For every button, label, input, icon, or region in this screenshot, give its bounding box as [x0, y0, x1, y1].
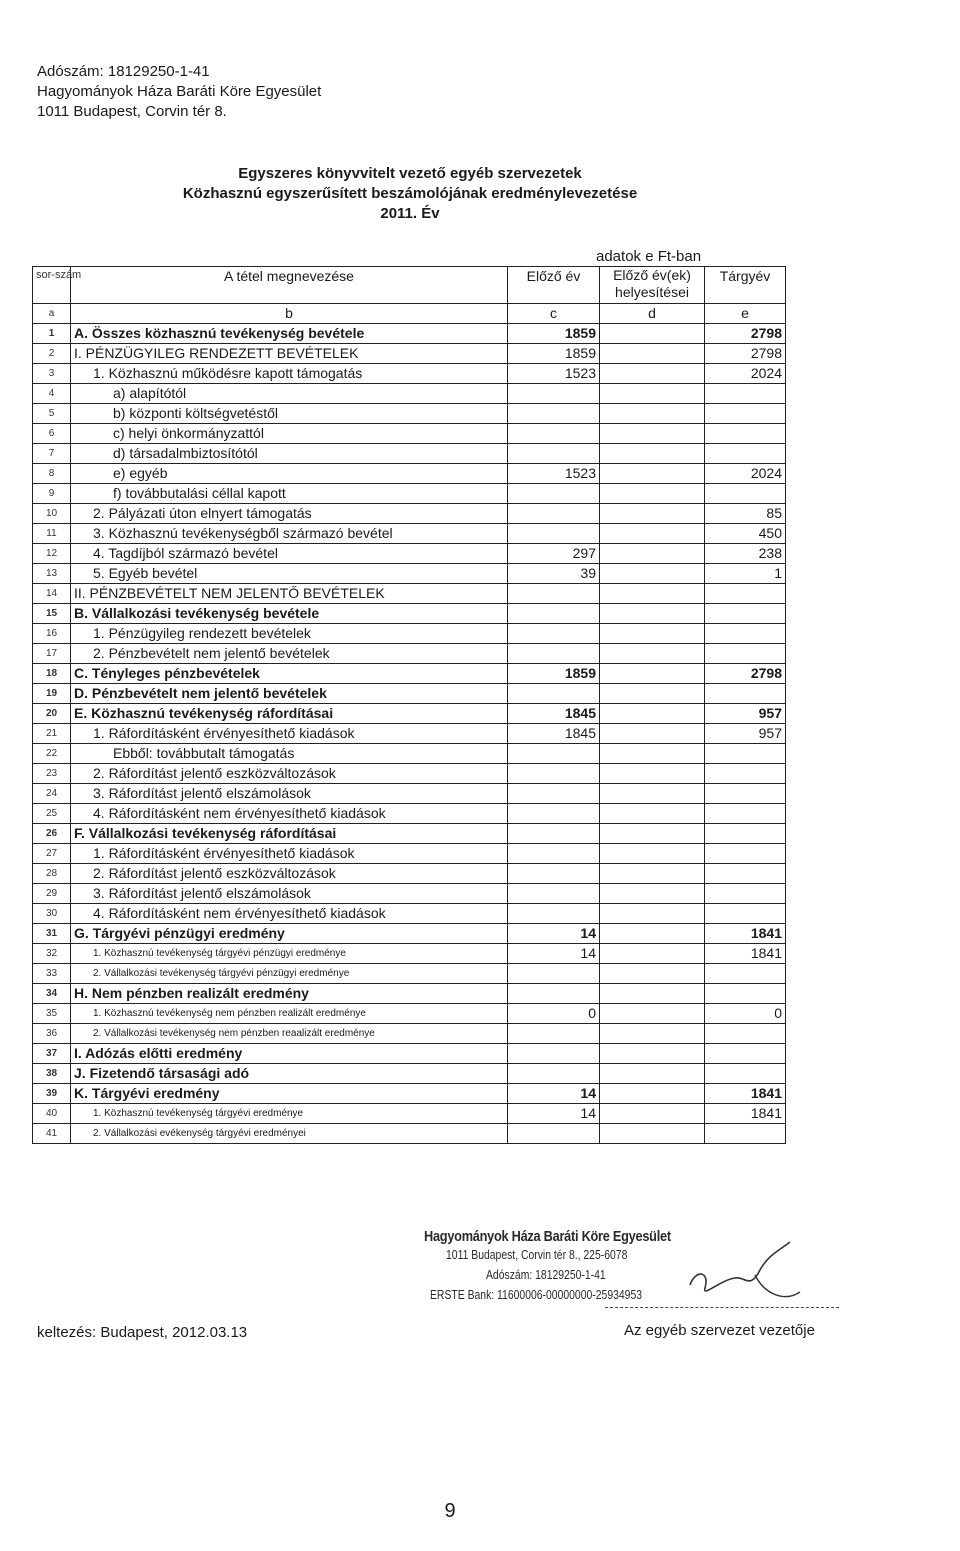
row-corrections: [600, 904, 705, 924]
row-corrections: [600, 964, 705, 984]
row-previous-year: [508, 804, 600, 824]
row-previous-year: 1523: [508, 364, 600, 384]
row-previous-year: 297: [508, 544, 600, 564]
row-current-year: [705, 884, 786, 904]
row-corrections: [600, 424, 705, 444]
row-corrections: [600, 704, 705, 724]
row-previous-year: [508, 1064, 600, 1084]
table-row: [33, 504, 786, 524]
row-current-year: [705, 904, 786, 924]
row-corrections: [600, 744, 705, 764]
row-current-year: 1841: [705, 1104, 786, 1124]
row-number: 38: [33, 1064, 71, 1084]
table-row: [33, 704, 786, 724]
row-current-year: [705, 764, 786, 784]
row-corrections: [600, 864, 705, 884]
signature-line: [605, 1307, 839, 1308]
title-year: 2011. Év: [380, 205, 440, 222]
row-current-year: [705, 1044, 786, 1064]
row-number: 41: [33, 1124, 71, 1144]
row-previous-year: 1859: [508, 664, 600, 684]
row-number: 17: [33, 644, 71, 664]
column-letter-row: [33, 304, 786, 324]
row-corrections: [600, 524, 705, 544]
table-row: [33, 1064, 786, 1084]
row-current-year: 1841: [705, 944, 786, 964]
row-current-year: [705, 844, 786, 864]
row-previous-year: [508, 864, 600, 884]
row-current-year: [705, 644, 786, 664]
row-number: 28: [33, 864, 71, 884]
handwritten-signature: [650, 1240, 810, 1310]
row-current-year: [705, 864, 786, 884]
row-item-name: I. Adózás előtti eredmény: [71, 1044, 508, 1064]
row-previous-year: [508, 964, 600, 984]
row-corrections: [600, 944, 705, 964]
row-item-name: H. Nem pénzben realizált eredmény: [71, 984, 508, 1004]
row-current-year: 957: [705, 704, 786, 724]
stamp-address: 1011 Budapest, Corvin tér 8., 225-6078: [446, 1247, 628, 1262]
row-previous-year: [508, 644, 600, 664]
row-corrections: [600, 544, 705, 564]
row-corrections: [600, 324, 705, 344]
row-previous-year: [508, 1044, 600, 1064]
row-previous-year: 1845: [508, 724, 600, 744]
row-number: 5: [33, 404, 71, 424]
header-current-year: Tárgyév: [705, 267, 786, 304]
row-item-name: b) központi költségvetéstől: [71, 404, 508, 424]
row-current-year: 1841: [705, 1084, 786, 1104]
row-previous-year: [508, 764, 600, 784]
row-corrections: [600, 1064, 705, 1084]
row-number: 19: [33, 684, 71, 704]
row-previous-year: [508, 1124, 600, 1144]
row-number: 21: [33, 724, 71, 744]
organization-info: [37, 62, 321, 122]
row-item-name: f) továbbutalási céllal kapott: [71, 484, 508, 504]
row-corrections: [600, 824, 705, 844]
table-row: [33, 364, 786, 384]
row-corrections: [600, 584, 705, 604]
income-statement-table: [32, 266, 786, 1144]
row-number: 1: [33, 324, 71, 344]
row-current-year: [705, 604, 786, 624]
row-item-name: 4. Tagdíjból származó bevétel: [71, 544, 508, 564]
table-row: [33, 344, 786, 364]
table-row: [33, 1024, 786, 1044]
row-previous-year: 14: [508, 924, 600, 944]
row-number: 24: [33, 784, 71, 804]
row-current-year: 1841: [705, 924, 786, 944]
table-row: [33, 944, 786, 964]
table-row: [33, 464, 786, 484]
row-item-name: e) egyéb: [71, 464, 508, 484]
row-previous-year: [508, 824, 600, 844]
row-item-name: 1. Közhasznú tevékenység tárgyévi pénzügyi eredménye: [71, 944, 508, 964]
units-note: adatok e Ft-ban: [596, 248, 702, 265]
row-item-name: 2. Pénzbevételt nem jelentő bevételek: [71, 644, 508, 664]
row-number: 33: [33, 964, 71, 984]
row-current-year: [705, 1124, 786, 1144]
row-corrections: [600, 924, 705, 944]
table-row: [33, 1084, 786, 1104]
row-previous-year: 39: [508, 564, 600, 584]
row-corrections: [600, 564, 705, 584]
row-item-name: Ebből: továbbutalt támogatás: [71, 744, 508, 764]
row-previous-year: [508, 884, 600, 904]
row-current-year: 2798: [705, 344, 786, 364]
row-number: 25: [33, 804, 71, 824]
row-current-year: 450: [705, 524, 786, 544]
row-number: 11: [33, 524, 71, 544]
document-title: [0, 164, 820, 224]
row-current-year: 2798: [705, 664, 786, 684]
row-corrections: [600, 624, 705, 644]
row-item-name: 4. Ráfordításként nem érvényesíthető kiadások: [71, 804, 508, 824]
row-number: 8: [33, 464, 71, 484]
table-row: [33, 644, 786, 664]
row-current-year: [705, 444, 786, 464]
table-row: [33, 384, 786, 404]
table-row: [33, 904, 786, 924]
table-row: [33, 784, 786, 804]
row-number: 3: [33, 364, 71, 384]
row-item-name: 4. Ráfordításként nem érvényesíthető kiadások: [71, 904, 508, 924]
row-current-year: 2798: [705, 324, 786, 344]
row-number: 6: [33, 424, 71, 444]
row-item-name: 1. Ráfordításként érvényesíthető kiadások: [71, 844, 508, 864]
row-previous-year: [508, 504, 600, 524]
table-row: [33, 424, 786, 444]
table-row: [33, 1004, 786, 1024]
row-item-name: 2. Ráfordítást jelentő eszközváltozások: [71, 764, 508, 784]
row-item-name: E. Közhasznú tevékenység ráfordításai: [71, 704, 508, 724]
row-corrections: [600, 504, 705, 524]
row-previous-year: [508, 384, 600, 404]
table-row: [33, 604, 786, 624]
table-row: [33, 404, 786, 424]
row-item-name: F. Vállalkozási tevékenység ráfordításai: [71, 824, 508, 844]
row-number: 32: [33, 944, 71, 964]
row-item-name: 1. Közhasznú tevékenység nem pénzben realizált eredménye: [71, 1004, 508, 1024]
row-item-name: 2. Ráfordítást jelentő eszközváltozások: [71, 864, 508, 884]
table-row: [33, 444, 786, 464]
row-number: 27: [33, 844, 71, 864]
row-corrections: [600, 684, 705, 704]
row-number: 40: [33, 1104, 71, 1124]
table-row: [33, 524, 786, 544]
stamp-name: Hagyományok Háza Baráti Köre Egyesület: [424, 1228, 671, 1245]
row-current-year: [705, 824, 786, 844]
row-item-name: 3. Ráfordítást jelentő elszámolások: [71, 784, 508, 804]
row-number: 13: [33, 564, 71, 584]
letter-e: e: [705, 304, 786, 324]
row-corrections: [600, 784, 705, 804]
date-line: keltezés: Budapest, 2012.03.13: [37, 1324, 248, 1341]
row-previous-year: 0: [508, 1004, 600, 1024]
row-number: 14: [33, 584, 71, 604]
row-current-year: [705, 424, 786, 444]
table-row: [33, 544, 786, 564]
row-item-name: II. PÉNZBEVÉTELT NEM JELENTŐ BEVÉTELEK: [71, 584, 508, 604]
row-current-year: 2024: [705, 364, 786, 384]
row-item-name: A. Összes közhasznú tevékenység bevétele: [71, 324, 508, 344]
row-corrections: [600, 444, 705, 464]
row-previous-year: 14: [508, 1104, 600, 1124]
row-item-name: 2. Vállalkozási evékenység tárgyévi eredményei: [71, 1124, 508, 1144]
row-current-year: [705, 1024, 786, 1044]
row-previous-year: [508, 904, 600, 924]
header-item-name: A tétel megnevezése: [71, 267, 508, 304]
row-previous-year: [508, 404, 600, 424]
row-corrections: [600, 884, 705, 904]
row-corrections: [600, 644, 705, 664]
stamp-bank: ERSTE Bank: 11600006-00000000-25934953: [430, 1287, 643, 1302]
table-row: [33, 804, 786, 824]
row-corrections: [600, 364, 705, 384]
row-number: 15: [33, 604, 71, 624]
table-row: [33, 664, 786, 684]
row-number: 16: [33, 624, 71, 644]
row-number: 7: [33, 444, 71, 464]
row-number: 26: [33, 824, 71, 844]
row-previous-year: [508, 444, 600, 464]
row-corrections: [600, 484, 705, 504]
row-number: 22: [33, 744, 71, 764]
row-current-year: [705, 964, 786, 984]
row-item-name: 1. Ráfordításként érvényesíthető kiadások: [71, 724, 508, 744]
row-item-name: d) társadalmbiztosítótól: [71, 444, 508, 464]
row-previous-year: [508, 684, 600, 704]
row-corrections: [600, 804, 705, 824]
row-item-name: I. PÉNZÜGYILEG RENDEZETT BEVÉTELEK: [71, 344, 508, 364]
table-header-row: [33, 267, 786, 304]
letter-d: d: [600, 304, 705, 324]
row-corrections: [600, 724, 705, 744]
row-corrections: [600, 1044, 705, 1064]
header-row-number: sor-szám: [33, 267, 71, 304]
letter-b: b: [71, 304, 508, 324]
table-row: [33, 844, 786, 864]
row-item-name: 5. Egyéb bevétel: [71, 564, 508, 584]
table-row: [33, 584, 786, 604]
letter-c: c: [508, 304, 600, 324]
row-corrections: [600, 1084, 705, 1104]
row-previous-year: [508, 744, 600, 764]
row-corrections: [600, 844, 705, 864]
row-previous-year: [508, 484, 600, 504]
row-item-name: B. Vállalkozási tevékenység bevétele: [71, 604, 508, 624]
row-current-year: 2024: [705, 464, 786, 484]
table-row: [33, 684, 786, 704]
row-corrections: [600, 344, 705, 364]
row-number: 2: [33, 344, 71, 364]
row-current-year: [705, 744, 786, 764]
row-current-year: [705, 684, 786, 704]
row-item-name: K. Tárgyévi eredmény: [71, 1084, 508, 1104]
page-number: 9: [444, 1500, 456, 1522]
table-row: [33, 764, 786, 784]
table-row: [33, 984, 786, 1004]
table-row: [33, 824, 786, 844]
row-current-year: [705, 984, 786, 1004]
row-current-year: 957: [705, 724, 786, 744]
row-corrections: [600, 664, 705, 684]
row-number: 35: [33, 1004, 71, 1024]
row-current-year: [705, 484, 786, 504]
table-row: [33, 324, 786, 344]
row-previous-year: [508, 604, 600, 624]
row-corrections: [600, 464, 705, 484]
row-number: 34: [33, 984, 71, 1004]
row-number: 4: [33, 384, 71, 404]
row-previous-year: [508, 784, 600, 804]
row-item-name: 3. Ráfordítást jelentő elszámolások: [71, 884, 508, 904]
title-line-2: Közhasznú egyszerűsített beszámolójának eredménylevezetése: [182, 185, 638, 202]
table-row: [33, 564, 786, 584]
table-row: [33, 744, 786, 764]
row-current-year: [705, 624, 786, 644]
row-item-name: 1. Közhasznú tevékenység tárgyévi eredménye: [71, 1104, 508, 1124]
signer-title: Az egyéb szervezet vezetője: [624, 1322, 815, 1339]
row-previous-year: [508, 624, 600, 644]
row-current-year: 238: [705, 544, 786, 564]
row-item-name: C. Tényleges pénzbevételek: [71, 664, 508, 684]
row-corrections: [600, 1024, 705, 1044]
table-row: [33, 1044, 786, 1064]
row-previous-year: 1859: [508, 344, 600, 364]
row-number: 37: [33, 1044, 71, 1064]
row-number: 39: [33, 1084, 71, 1104]
stamp-tax-id: Adószám: 18129250-1-41: [486, 1267, 606, 1282]
header-previous-year: Előző év: [508, 267, 600, 304]
row-corrections: [600, 604, 705, 624]
row-number: 29: [33, 884, 71, 904]
row-previous-year: [508, 524, 600, 544]
row-previous-year: 14: [508, 1084, 600, 1104]
title-line-1: Egyszeres könyvvitelt vezető egyéb szervezetek: [238, 165, 582, 182]
row-item-name: D. Pénzbevételt nem jelentő bevételek: [71, 684, 508, 704]
table-row: [33, 624, 786, 644]
table-row: [33, 884, 786, 904]
row-item-name: c) helyi önkormányzattól: [71, 424, 508, 444]
row-previous-year: [508, 1024, 600, 1044]
header-corrections: Előző év(ek) helyesítései: [600, 267, 705, 304]
row-number: 10: [33, 504, 71, 524]
organization-address: 1011 Budapest, Corvin tér 8.: [37, 103, 227, 120]
row-current-year: [705, 384, 786, 404]
table-row: [33, 964, 786, 984]
row-corrections: [600, 1104, 705, 1124]
row-corrections: [600, 384, 705, 404]
row-number: 31: [33, 924, 71, 944]
row-number: 36: [33, 1024, 71, 1044]
letter-a: a: [33, 304, 71, 324]
row-corrections: [600, 764, 705, 784]
row-current-year: [705, 804, 786, 824]
row-item-name: 2. Vállalkozási tevékenység nem pénzben reaalizált eredménye: [71, 1024, 508, 1044]
row-corrections: [600, 1124, 705, 1144]
row-current-year: [705, 784, 786, 804]
row-previous-year: 1859: [508, 324, 600, 344]
organization-name: Hagyományok Háza Baráti Köre Egyesület: [37, 83, 322, 100]
row-item-name: J. Fizetendő társasági adó: [71, 1064, 508, 1084]
row-previous-year: [508, 584, 600, 604]
row-previous-year: 1845: [508, 704, 600, 724]
row-item-name: 1. Közhasznú működésre kapott támogatás: [71, 364, 508, 384]
row-item-name: 2. Vállalkozási tevékenység tárgyévi pénzügyi eredménye: [71, 964, 508, 984]
row-corrections: [600, 984, 705, 1004]
row-item-name: a) alapítótól: [71, 384, 508, 404]
row-current-year: [705, 404, 786, 424]
row-current-year: [705, 584, 786, 604]
row-previous-year: 14: [508, 944, 600, 964]
row-corrections: [600, 1004, 705, 1024]
row-number: 23: [33, 764, 71, 784]
table-row: [33, 724, 786, 744]
row-item-name: 1. Pénzügyileg rendezett bevételek: [71, 624, 508, 644]
row-current-year: [705, 1064, 786, 1084]
row-item-name: 3. Közhasznú tevékenységből származó bevétel: [71, 524, 508, 544]
row-previous-year: [508, 424, 600, 444]
table-row: [33, 1104, 786, 1124]
row-current-year: 0: [705, 1004, 786, 1024]
row-number: 18: [33, 664, 71, 684]
row-item-name: 2. Pályázati úton elnyert támogatás: [71, 504, 508, 524]
table-row: [33, 924, 786, 944]
table-row: [33, 484, 786, 504]
row-number: 20: [33, 704, 71, 724]
row-previous-year: [508, 984, 600, 1004]
table-row: [33, 864, 786, 884]
row-current-year: 1: [705, 564, 786, 584]
row-number: 30: [33, 904, 71, 924]
row-current-year: 85: [705, 504, 786, 524]
row-number: 12: [33, 544, 71, 564]
row-previous-year: 1523: [508, 464, 600, 484]
row-corrections: [600, 404, 705, 424]
row-item-name: G. Tárgyévi pénzügyi eredmény: [71, 924, 508, 944]
tax-id: Adószám: 18129250-1-41: [37, 63, 210, 80]
row-number: 9: [33, 484, 71, 504]
table-row: [33, 1124, 786, 1144]
row-previous-year: [508, 844, 600, 864]
